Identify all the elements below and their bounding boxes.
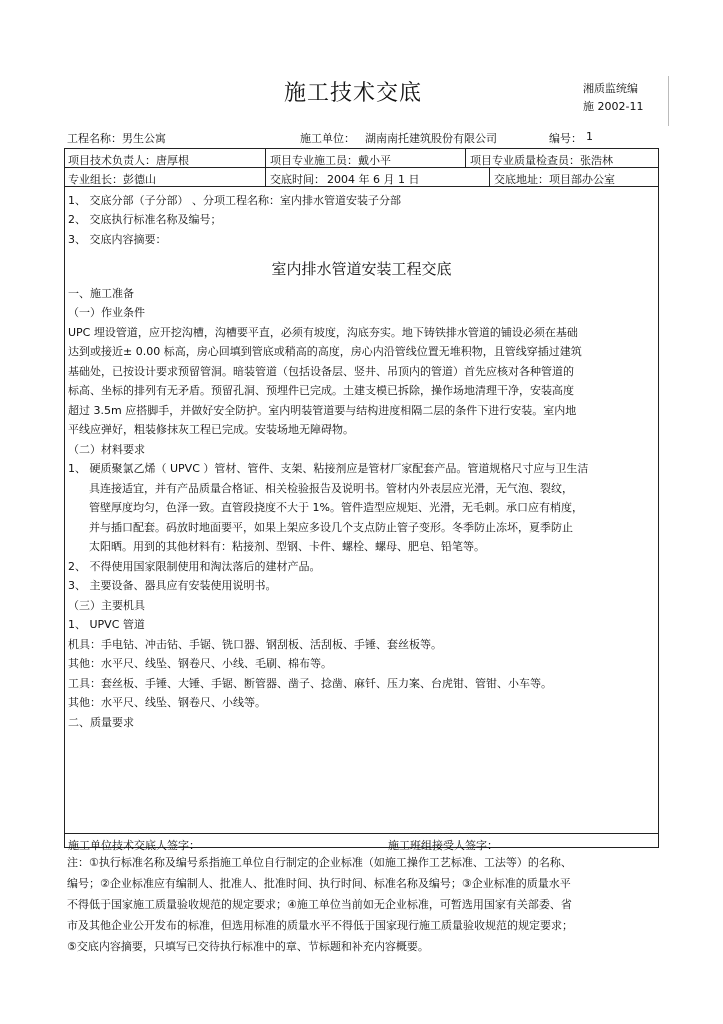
project-name: 工程名称：男生公寓 (67, 132, 166, 145)
paragraph-line: 标高、坐标的排列有无矛盾。预留孔洞、预埋件已完成。土建支模已拆除，操作场地清理干净，安装高度 (68, 384, 574, 397)
unit-value: 湖南南托建筑股份有限公司 (365, 132, 497, 145)
item-2: 2、 交底执行标准名称及编号； (68, 213, 222, 226)
note-line: 注：①执行标准名称及编号系指施工单位自行制定的企业标准（如施工操作工艺标准、工法等）的名称、 (67, 856, 572, 869)
material-1-line: 并与插口配套。码放时地面要平，如果上架应多设几个支点防止管子变形。冬季防止冻坏，夏季防止 (89, 521, 573, 534)
material-2: 2、 不得使用国家限制使用和淘汰落后的建材产品。 (68, 560, 321, 573)
location: 交底地址：项目部办公室 (494, 173, 615, 186)
material-1: 1、 硬质聚氯乙烯（ UPVC ）管材、管件、支架、粘接剂应是管材厂家配套产品。管道规格尺寸应与卫生洁 (68, 462, 589, 475)
form-code-line2: 施 2002-11 (583, 100, 644, 113)
margin-line (668, 76, 669, 126)
item-3: 3、 交底内容摘要： (68, 233, 167, 246)
material-1-line: 太阳晒。用到的其他材料有：粘接剂、型钢、卡件、螺栓、螺母、肥皂、铅笔等。 (89, 540, 485, 553)
paragraph-line: 平线应弹好，粗装修抹灰工程已完成。安装场地无障碍物。 (68, 423, 354, 436)
section-title: 室内排水管道安装工程交底 (271, 260, 452, 278)
note-line: 市及其他企业公开发布的标准，但选用标准的质量水平不得低于国家现行施工质量验收规范的规定要求； (67, 919, 573, 932)
note-line: ⑤交底内容摘要，只填写已交待执行标准中的章、节标题和补充内容概要。 (67, 940, 429, 953)
quality-inspector: 项目专业质量检查员：张浩林 (470, 154, 613, 167)
tool-item-1: 1、 UPVC 管道 (68, 618, 145, 631)
time-label: 交底时间： (270, 173, 325, 186)
col-divider (465, 149, 466, 167)
page-title: 施工技术交底 (284, 81, 423, 106)
sign-right: 施工班组接受人签字： (388, 839, 498, 852)
tool-line: 其他：水平尺、线坠、钢卷尺、小线等。 (68, 696, 266, 709)
note-line: 编号；②企业标准应有编制人、批准人、批准时间、执行时间、标准名称及编号；③企业标准的质量水平 (67, 877, 571, 890)
heading-1: 一、施工准备 (68, 287, 134, 300)
handover-table (64, 148, 659, 852)
paragraph-line: 达到或接近± 0.00 标高，房心回填到管底或稍高的高度，房心内沿管线位置无堆积物，且管线穿插过建筑 (68, 345, 582, 358)
construction-staff: 项目专业施工员：戴小平 (270, 154, 391, 167)
heading-1-1: （一）作业条件 (68, 306, 145, 319)
tool-line: 机具：手电钻、冲击钻、手锯、铣口器、钢刮板、活刮板、手锤、套丝板等。 (68, 638, 442, 651)
item-1: 1、 交底分部（子分部） 、分项工程名称：室内排水管道安装子分部 (68, 194, 401, 207)
note-line: 不得低于国家施工质量验收规范的规定要求；④施工单位当前如无企业标准，可暂选用国家有关部委、省 (67, 898, 572, 911)
tool-line: 工具：套丝板、手锤、大锤、手锯、断管器、凿子、捻凿、麻钎、压力案、台虎钳、管钳、小车等。 (68, 677, 552, 690)
time-value: 2004 年 6 月 1 日 (327, 173, 420, 186)
col-divider (265, 168, 266, 186)
number-value: 1 (586, 130, 593, 143)
heading-1-3: （三）主要机具 (68, 599, 145, 612)
material-1-line: 具连接适宜，并有产品质量合格证、相关检验报告及说明书。管材内外表层应光滑，无气泡、裂纹， (89, 482, 573, 495)
form-code-line1: 湘质监统编 (583, 82, 638, 95)
number-label: 编号： (549, 132, 582, 145)
tool-line: 其他：水平尺、线坠、钢卷尺、小线、毛刷、棉布等。 (68, 657, 332, 670)
row-divider (65, 833, 658, 834)
material-1-line: 管壁厚度均匀，色泽一致。直管段挠度不大于 1%。管件造型应规矩、光滑，无毛刺。承口应有梢度， (89, 501, 583, 514)
heading-2: 二、质量要求 (68, 716, 134, 729)
sign-left: 施工单位技术交底人签字： (68, 839, 200, 852)
tech-lead: 项目技术负责人：唐厚根 (68, 154, 189, 167)
paragraph-line: 基础处，已按设计要求预留管洞。暗装管道（包括设备层、竖井、吊顶内的管道）首先应核对各种管道的 (68, 365, 574, 378)
paragraph-line: UPC 埋设管道，应开挖沟槽，沟槽要平直，必须有坡度，沟底夯实。地下铸铁排水管道的铺设必须在基础 (68, 326, 578, 339)
paragraph-line: 超过 3.5m 应搭脚手，并做好安全防护。室内明装管道要与结构进度相隔二层的条件下进行安装。室内地 (68, 404, 577, 417)
col-divider (265, 149, 266, 167)
team-leader: 专业组长：彭德山 (68, 173, 156, 186)
col-divider (489, 168, 490, 186)
material-3: 3、 主要设备、器具应有安装使用说明书。 (68, 579, 277, 592)
heading-1-2: （二）材料要求 (68, 443, 145, 456)
unit-label: 施工单位： (300, 132, 355, 145)
